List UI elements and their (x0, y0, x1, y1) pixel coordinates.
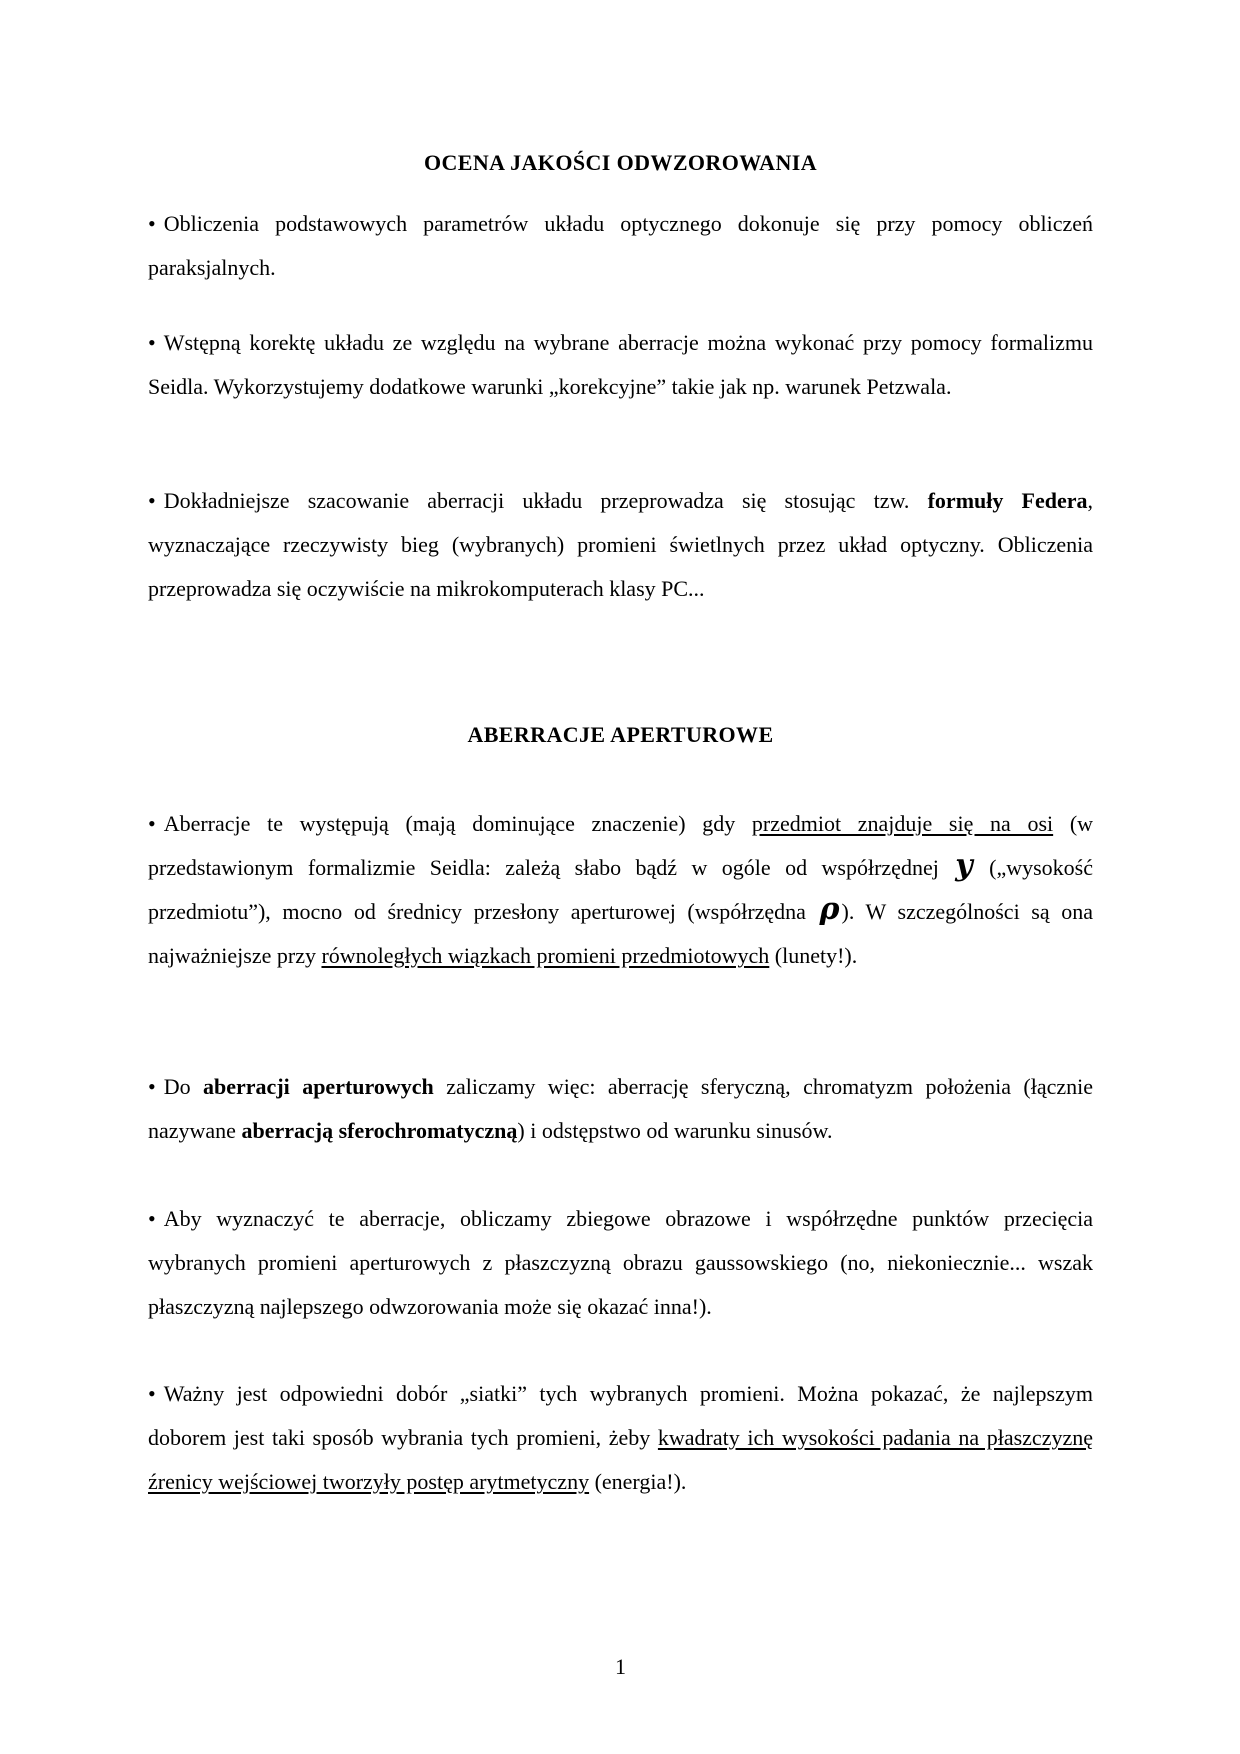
bullet-icon: • (148, 330, 156, 355)
paragraph-text: Aberracje te występują (mają dominujące znaczenie) gdy (163, 811, 736, 836)
symbol-y: y (955, 848, 973, 883)
paragraph-text: Do (163, 1074, 191, 1099)
paragraph-aperture-types (148, 1065, 1093, 1153)
paragraph-text: Obliczenia podstawowych parametrów układu optycznego dokonuje się przy pomocy obliczeń paraksjalnych. (148, 211, 1093, 280)
underlined-arithmetic-progression: kwadraty ich wysokości padania na płaszczyznę źrenicy wejściowej tworzyły postęp arytmetyczny (148, 1425, 1093, 1494)
paragraph-text: Dokładniejsze szacowanie aberracji układu przeprowadza się stosując tzw. (163, 488, 910, 513)
underlined-parallel-beams: równoległych wiązkach promieni przedmiotowych (321, 943, 770, 968)
bullet-icon: • (148, 811, 156, 836)
underlined-object-on-axis: przedmiot znajduje się na osi (751, 811, 1054, 836)
paragraph-paraxial (148, 202, 1093, 290)
paragraph-text: Wstępną korektę układu ze względu na wybrane aberracje można wykonać przy pomocy formalizmu Seidla. Wykorzystujemy dodatkowe warunki „korekcyjne” takie jak np. warunek Petzwala. (148, 330, 1093, 399)
paragraph-text: (lunety!). (774, 943, 858, 968)
paragraph-text: Aby wyznaczyć te aberracje, obliczamy zbiegowe obrazowe i współrzędne punktów przecięcia wybranych promieni aperturowych z płaszczyzną obrazu gaussowskiego (no, niekoniecznie... wszak płaszczyzną najlepszego odwzorowania może się okazać inna!). (148, 1206, 1093, 1319)
paragraph-seidel (148, 321, 1093, 409)
paragraph-text: (w przedstawionym formalizmie Seidla: zależą słabo bądź w ogóle od współrzędnej (148, 811, 1094, 880)
paragraph-text: , wyznaczające rzeczywisty bieg (wybranych) promieni świetlnych przez układ optyczny. Obliczenia przeprowadza się oczywiście na mikrokomputerach klasy PC... (148, 488, 1094, 601)
page-number: 1 (615, 1654, 626, 1679)
section-title-quality: OCENA JAKOŚCI ODWZOROWANIA (423, 150, 817, 175)
paragraph-text: („wysokość przedmiotu”), mocno od średnicy przesłony aperturowej (współrzędna (148, 855, 1094, 924)
bullet-icon: • (148, 1381, 156, 1406)
paragraph-aperture-intro (148, 802, 1093, 978)
bold-term-feder: formuły Federa (927, 488, 1088, 513)
bold-term-aperture: aberracji aperturowych (203, 1074, 434, 1099)
paragraph-text: ). W szczególności są ona najważniejsze przy (148, 899, 1093, 968)
bold-term-spherochromatic: aberracją sferochromatyczną (241, 1118, 518, 1143)
bullet-icon: • (148, 488, 156, 513)
symbol-rho: ρ (819, 892, 840, 927)
document-page (148, 0, 1093, 1754)
bullet-icon: • (148, 211, 156, 236)
paragraph-text: zaliczamy więc: aberrację sferyczną, chromatyzm położenia (łącznie nazywane (148, 1074, 1094, 1143)
section-title-aperture: ABERRACJE APERTUROWE (467, 722, 774, 747)
paragraph-computation (148, 1197, 1093, 1329)
paragraph-text: ) i odstępstwo od warunku sinusów. (517, 1118, 833, 1143)
paragraph-text: Ważny jest odpowiedni dobór „siatki” tych wybranych promieni. Można pokazać, że najlepszym doborem jest taki sposób wybrania tych promieni, żeby (148, 1381, 1093, 1450)
paragraph-feder (148, 479, 1093, 611)
paragraph-text: (energia!). (594, 1469, 687, 1494)
paragraph-ray-grid (148, 1372, 1093, 1504)
bullet-icon: • (148, 1074, 156, 1099)
bullet-icon: • (148, 1206, 156, 1231)
